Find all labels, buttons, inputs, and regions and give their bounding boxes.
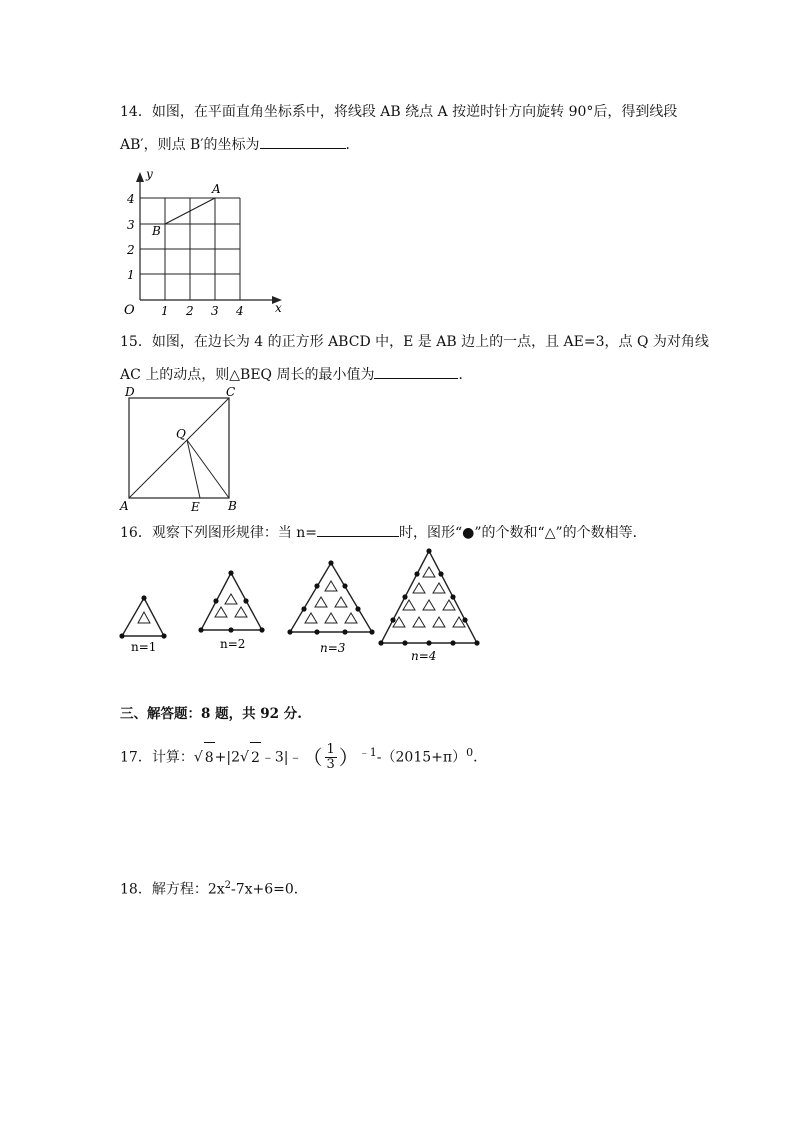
triangle-icon (235, 607, 247, 617)
q17-exp1: ﹣1 (358, 746, 377, 759)
dot-icon (342, 629, 347, 634)
dot-icon (426, 548, 431, 553)
dot-icon (450, 594, 455, 599)
q15-line2-prefix: AC 上的动点，则△BEQ 周长的最小值为 (120, 367, 375, 383)
q16-label-n4: n=4 (411, 649, 437, 663)
dot-icon (198, 627, 203, 632)
q15-label-e: E (191, 500, 200, 514)
q15-label-q: Q (176, 427, 186, 441)
dot-icon (228, 570, 233, 575)
q15-line2-suffix: ． (458, 367, 473, 383)
triangle-icon (423, 600, 435, 610)
dot-icon (328, 560, 333, 565)
q16-label-n3: n=3 (320, 641, 346, 655)
dot-icon (402, 640, 407, 645)
section3-title: 三、解答题：8 题，共 92 分. (120, 706, 302, 722)
q17-end: ． (473, 749, 488, 766)
triangle-icon (138, 612, 150, 623)
q17-mid: -（2015+π） (376, 749, 467, 766)
triangle-icon (315, 597, 327, 607)
left-paren-icon: （ (302, 745, 323, 770)
sqrt-icon: √ (193, 749, 203, 766)
q14-point-b-label: B (152, 224, 161, 238)
triangle-icon (423, 567, 435, 577)
triangle-icon (225, 594, 237, 604)
q18-suffix: -7x+6=0． (231, 881, 308, 898)
dot-icon (438, 571, 443, 576)
q14-y-label: y (146, 167, 153, 181)
q14-x-label: x (275, 301, 282, 315)
q15-label-d: D (125, 385, 135, 399)
dot-icon (462, 617, 467, 622)
q17-radicand-1: 8 (204, 742, 215, 773)
q16-figure-n2 (198, 570, 264, 632)
q14-y-tick-1: 1 (127, 268, 135, 282)
dot-icon (402, 594, 407, 599)
q14-x-tick-4: 4 (236, 304, 244, 318)
q16-figure-n3 (287, 560, 374, 634)
q18-line (120, 876, 308, 900)
q14-y-tick-3: 3 (127, 218, 135, 232)
dot-icon (161, 633, 166, 638)
q15-line1: 15．如图，在边长为 4 的正方形 ABCD 中，E 是 AB 边上的一点，且 AE=3，点 Q 为对角线 (120, 334, 709, 350)
q16-figure-n1 (119, 595, 166, 638)
q17-frac-num: 1 (326, 742, 335, 758)
q14-y-tick-2: 2 (127, 243, 135, 257)
triangle-icon (413, 583, 425, 593)
q17-minus3: ﹣3|﹣ (260, 749, 303, 766)
dot-icon (259, 627, 264, 632)
dot-icon (314, 629, 319, 634)
dot-icon (474, 640, 479, 645)
q17-frac-den: 3 (326, 757, 335, 773)
sqrt-icon: √ (240, 749, 249, 766)
q15-label-c: C (226, 385, 236, 399)
triangle-icon (345, 613, 357, 623)
q16-suffix: 时，图形“●”的个数和“△”的个数相等． (399, 525, 647, 541)
q17-radicand-2: 2 (250, 742, 261, 773)
q18-prefix: 18．解方程：2x (120, 881, 225, 898)
dot-icon (414, 571, 419, 576)
q15-label-b: B (228, 499, 237, 513)
triangle-icon (403, 600, 415, 610)
q16-figure-n4 (378, 548, 479, 645)
q16-label-n1: n=1 (131, 640, 157, 654)
dot-icon (426, 640, 431, 645)
q17-fraction (325, 743, 337, 772)
triangle-icon (433, 583, 445, 593)
q14-line2-prefix: AB′，则点 B′的坐标为 (120, 137, 260, 153)
right-paren-icon: ） (338, 745, 359, 770)
triangle-icon (325, 581, 337, 591)
triangle-icon (413, 617, 425, 627)
q14-point-a-label: A (212, 182, 221, 196)
dot-icon (355, 606, 360, 611)
dot-icon (243, 598, 248, 603)
q14-origin-label: O (124, 303, 135, 318)
dot-icon (228, 627, 233, 632)
triangle-icon (325, 613, 337, 623)
q17-prefix: 17．计算： (120, 749, 194, 766)
q14-line1: 14．如图，在平面直角坐标系中，将线段 AB 绕点 A 按逆时针方向旋转 90°后，得到线段 (120, 104, 678, 120)
q14-x-tick-3: 3 (211, 304, 219, 318)
q14-x-tick-1: 1 (161, 304, 169, 318)
triangle-icon (443, 600, 455, 610)
q14-line2-suffix: ． (345, 137, 360, 153)
triangle-icon (335, 597, 347, 607)
q18-exp: 2 (224, 880, 231, 891)
dot-icon (450, 640, 455, 645)
dot-icon (141, 595, 146, 600)
triangle-icon (433, 617, 445, 627)
dot-icon (369, 629, 374, 634)
dot-icon (378, 640, 383, 645)
triangle-icon (215, 607, 227, 617)
q16-prefix: 16．观察下列图形规律：当 n= (120, 525, 318, 541)
q17-plus-abs: +|2 (214, 749, 241, 766)
q14-x-tick-2: 2 (186, 304, 194, 318)
q17-exp2: 0 (466, 746, 474, 759)
triangle-icon (305, 613, 317, 623)
q16-label-n2: n=2 (220, 637, 246, 651)
dot-icon (119, 633, 124, 638)
dot-icon (213, 598, 218, 603)
q15-label-a: A (120, 499, 129, 513)
dot-icon (314, 583, 319, 588)
q17-line (120, 738, 488, 773)
q14-y-tick-4: 4 (127, 192, 135, 206)
dot-icon (287, 629, 292, 634)
dot-icon (342, 583, 347, 588)
dot-icon (390, 617, 395, 622)
dot-icon (301, 606, 306, 611)
